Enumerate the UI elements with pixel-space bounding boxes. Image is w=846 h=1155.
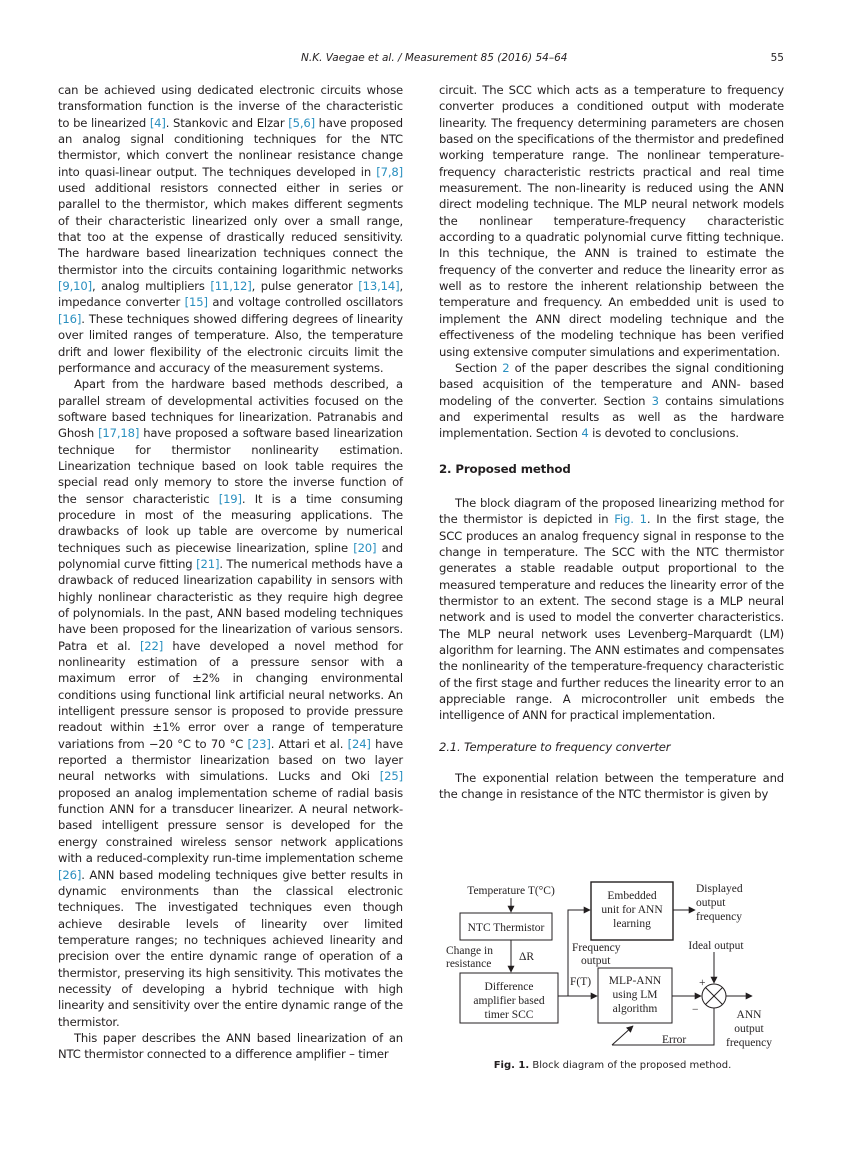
reference-link[interactable]: [21] — [196, 556, 220, 571]
diff-amp-label-2: amplifier based — [473, 995, 545, 1007]
embedded-label-3: learning — [613, 918, 651, 930]
paragraph: This paper describes the ANN based linearization of an NTC thermistor connected to a difference amplifier – timer — [58, 1030, 403, 1062]
caption-label: Fig. 1. — [493, 1060, 530, 1071]
figure-caption — [440, 1060, 785, 1071]
mlp-label-2: using LM — [612, 989, 658, 1001]
error-label: Error — [662, 1034, 687, 1046]
delta-r-label: ΔR — [519, 951, 535, 963]
reference-link[interactable]: 4 — [581, 426, 589, 441]
page-number: 55 — [770, 52, 784, 64]
frequency-output-label-2: output — [581, 955, 611, 967]
paragraph: can be achieved using dedicated electronic circuits whose transformation function is the inverse of the characteristic to be linearized [4]. Stankovic and Elzar [5,6] have proposed an analog signal conditioning techniques for the NTC thermistor, which convert the nonlinear resistance change into quasi-linear output. The techniques developed in [7,8] used additional resistors connected either in series or parallel to the thermistor, which makes different segments of their characteristic linearized only over a small range, that too at the expense of drastically reduced sensitivity. The hardware based linearization techniques connect the thermistor into the circuits containing logarithmic networks [9,10], analog multipliers [11,12], pulse generator [13,14], impedance converter [15] and voltage controlled oscillators [16]. These techniques showed differing degrees of linearity over limited ranges of temperature. Also, the temperature drift and lower flexibility of the electronic circuits limit the performance and accuracy of the measurement systems. — [58, 83, 404, 375]
resistance-label: resistance — [446, 958, 492, 970]
reference-link[interactable]: Fig. 1 — [614, 512, 647, 527]
displayed-label-1: Displayed — [696, 883, 743, 895]
paragraph: Section 2 of the paper describes the signal conditioning based acquisition of the temperature and ANN- based modeling of the converter. Section 3 contains simulations and experimental results as well as the hardware implementation. Section 4 is devoted to conclusions. — [439, 360, 785, 441]
embedded-label-1: Embedded — [607, 890, 657, 902]
reference-link[interactable]: [17,18] — [98, 426, 140, 441]
displayed-label-3: frequency — [696, 911, 742, 923]
diff-amp-label-3: timer SCC — [484, 1009, 534, 1021]
caption-text: Block diagram of the proposed method. — [529, 1060, 732, 1071]
reference-link[interactable]: [22] — [139, 638, 164, 653]
left-column — [58, 82, 403, 1063]
mlp-label-3: algorithm — [612, 1003, 658, 1015]
ntc-label: NTC Thermistor — [467, 922, 545, 934]
reference-link[interactable]: 3 — [651, 393, 659, 408]
plus-sign: + — [699, 977, 706, 989]
subsection-heading: 2.1. Temperature to frequency converter — [439, 739, 671, 754]
section-heading: 2. Proposed method — [439, 461, 571, 476]
minus-sign: − — [692, 1004, 699, 1016]
journal-citation: N.K. Vaegae et al. / Measurement 85 (2016) 54–64 — [301, 52, 568, 64]
reference-link[interactable]: [23] — [247, 736, 271, 751]
error-feedback-arrow — [612, 1026, 633, 1045]
paragraph: The block diagram of the proposed linearizing method for the thermistor is depicted in Fig. 1. In the first stage, the SCC produces an analog frequency signal in response to the change in temperature. The SCC with the NTC thermistor generates a stable readable output proportional to the measured temperature and reduces the linearity error of the thermistor to an extent. The second stage is a MLP neural network and is used to model the converter characteristics. The MLP neural network uses Levenberg–Marquardt (LM) algorithm for learning. The ANN estimates and compensates the nonlinearity of the temperature-frequency characteristic of the first stage and further reduces the linearity error to an appreciable range. A microcontroller unit embeds the intelligence of ANN for practical implementation. — [439, 495, 784, 723]
reference-link[interactable]: [5,6] — [288, 115, 315, 130]
ft-label: F(T) — [570, 976, 592, 988]
paragraph: The exponential relation between the temperature and the change in resistance of the NTC thermistor is given by — [439, 771, 784, 802]
frequency-output-label-1: Frequency — [572, 942, 621, 954]
reference-link[interactable]: [26] — [58, 867, 82, 882]
ann-output-label-2: output — [734, 1023, 764, 1035]
temperature-label: Temperature T(°C) — [467, 885, 555, 897]
reference-link[interactable]: [9,10] — [58, 279, 92, 294]
reference-link[interactable]: [7,8] — [376, 164, 403, 179]
embedded-label-2: unit for ANN — [601, 904, 663, 916]
block-diagram-figure — [440, 870, 800, 1055]
paragraph: Apart from the hardware based methods described, a parallel stream of developmental activities focused on the software based techniques for linearization. Patranabis and Ghosh [17,18] have proposed a software based linearization technique for thermistor nonlinearity estimation. Linearization technique based on look table requires the special read only memory to store the inverse function of the sensor characteristic [19]. It is a time consuming procedure in most of the measuring applications. The drawbacks of look up table are overcome by numerical techniques such as piecewise linearization, spline [20] and polynomial curve fitting [21]. The numerical methods have a drawback of reduced linearization capability in sensors with highly nonlinear characteristic as they require high degree of polynomials. In the past, ANN based modeling techniques have been proposed for the linearization of various sensors. Patra et al. [22] have developed a novel method for nonlinearity estimation of a pressure sensor with a maximum error of ±2% in changing environmental conditions using functional link artificial neural networks. An intelligent pressure sensor is proposed to provide pressure readout within ±1% error over a range of temperature variations from −20 °C to 70 °C [23]. Attari et al. [24] have reported a thermistor linearization based on two layer neural networks with simulations. Lucks and Oki [25] proposed an analog implementation scheme of radial basis function ANN for a transducer linearizer. A neural network-based intelligent pressure sensor is developed for the energy constrained wireless sensor network applications with a reduced-complexity run-time implementation scheme [26]. ANN based modeling techniques give better results in dynamic environments than the classical electronic techniques. The investigated techniques even though achieve desirable levels of linearity over limited temperature ranges; no techniques achieved linearity and precision over the entire dynamic range of operation of a thermistor, preserving its high sensitivity. This motivates the necessity of developing a hybrid technique with high linearity and sensitivity over the entire dynamic range of the thermistor. — [58, 377, 404, 1029]
displayed-label-2: output — [696, 897, 726, 909]
reference-link[interactable]: [24] — [347, 736, 371, 751]
reference-link[interactable]: [19] — [218, 491, 242, 506]
reference-link[interactable]: [13,14] — [358, 279, 400, 294]
right-column — [439, 82, 784, 803]
reference-link[interactable]: 2 — [502, 360, 510, 375]
reference-link[interactable]: [25] — [379, 769, 403, 784]
ann-output-label-1: ANN — [736, 1009, 762, 1021]
mlp-label-1: MLP-ANN — [608, 975, 662, 987]
reference-link[interactable]: [15] — [184, 295, 208, 310]
diff-amp-label-1: Difference — [484, 981, 534, 993]
change-in-label: Change in — [446, 945, 493, 957]
reference-link[interactable]: [4] — [149, 115, 166, 130]
paragraph: circuit. The SCC which acts as a temperature to frequency converter produces a conditioned output with moderate linearity. The frequency determining parameters are chosen based on the specifications of the thermistor and predefined working temperature range. The nonlinear temperature-frequency characteristic restricts practical and real time measurement. The non-linearity is reduced using the ANN direct modeling technique. The MLP neural network models the nonlinear temperature-frequency characteristic according to a quadratic polynomial curve fitting technique. In this technique, the ANN is trained to estimate the frequency of the converter and reduce the linearity error as well as to restore the inherent relationship between the temperature and frequency. An embedded unit is used to implement the ANN direct modeling technique and the effectiveness of the modeling technique has been verified using extensive computer simulations and experimentation. — [439, 83, 784, 359]
reference-link[interactable]: [16] — [58, 311, 82, 326]
reference-link[interactable]: [20] — [353, 540, 377, 555]
ann-output-label-3: frequency — [726, 1037, 772, 1049]
reference-link[interactable]: [11,12] — [210, 279, 252, 294]
ideal-output-label: Ideal output — [688, 940, 744, 952]
